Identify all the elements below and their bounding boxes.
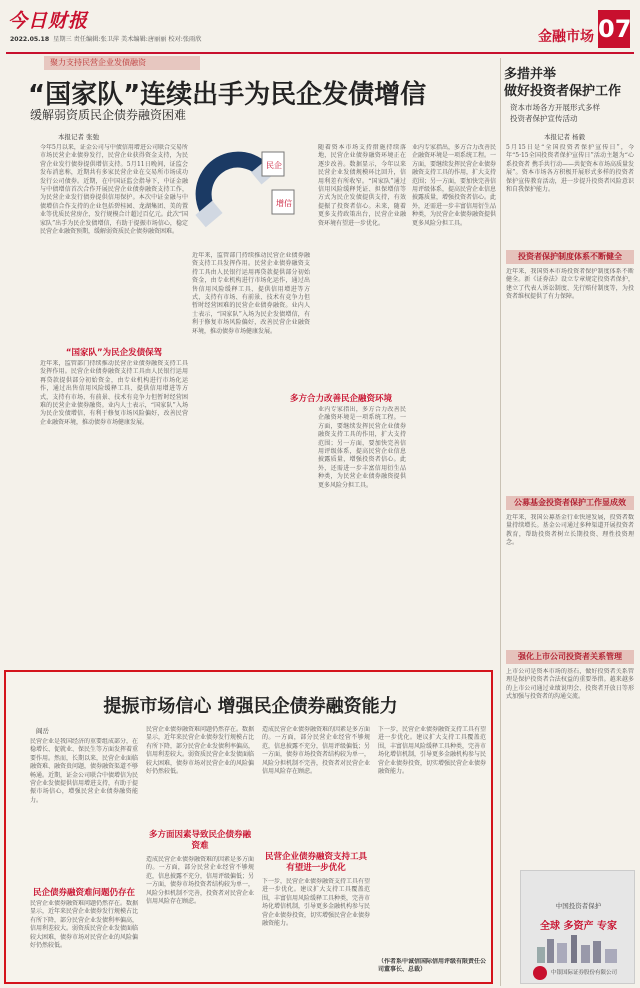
- right-bar-2: 公募基金投资者保护工作显成效: [506, 496, 634, 510]
- boxed-subhead-1: 民企债券融资难问题仍存在: [32, 888, 135, 898]
- right-headline: [504, 66, 621, 100]
- skyline-icon: [531, 933, 626, 963]
- main-headline: “国家队”连续出手为民企发债增信: [28, 80, 427, 110]
- illus-label-2: 增信: [276, 199, 292, 208]
- ad-small-text: 中国投资者保护: [555, 902, 602, 910]
- advertisement: [520, 870, 635, 984]
- boxed-subhead-2: 多方面因素导致民企债券融资难: [148, 830, 251, 851]
- issue-meta: [10, 34, 201, 43]
- boxed-subhead-3: 民营企业债券融资支持工具有望进一步优化: [264, 852, 367, 873]
- right-text-1: 5月15日是“全国投资者保护宣传日”，今年“5·15全国投资者保护宣传日”活动主题为“心系投资者 携手共行动——共促资本市场高质量发展”。资本市场各方积极开展形式多样的投资者保护宣传教育活动，进一步提升投资者风险意识和自我保护能力。: [506, 144, 634, 194]
- boxed-byline: 阎岳: [36, 727, 49, 735]
- main-subhead: 缓解弱资质民企债券融资困难: [30, 108, 187, 122]
- right-text-2: 近年来，我国资本市场投资者保护制度体系不断健全。新《证券法》设立专章规定投资者保护，建立了代表人诉讼制度、先行赔付制度等，为投资者维权提供了有力保障。: [506, 268, 634, 301]
- main-byline: 本报记者 张弛: [58, 133, 100, 141]
- section-name: 金融市场: [538, 29, 594, 45]
- editor-credits: 星期三 责任编辑:张卫萍 美术编辑:唐丽丽 校对:张雨欣: [53, 36, 202, 43]
- right-text-3: 近年来，我国公募基金行业快速发展，投资者数量持续增长。基金公司通过多种渠道开展投资者教育，帮助投资者树立长期投资、理性投资理念。: [506, 514, 634, 547]
- main-col1b-text: 近年来，监管部门持续推动民营企业债券融资支持工具发挥作用。民营企业债券融资支持工具由人民银行运用再贷款提供部分初始资金，由专业机构进行市场化运作，通过出售信用风险缓释工具、提供信用增进等方式，支持有市场、有前景、技术有竞争力但暂时经营困难的民营企业债券融资。业内人士表示，“国家队”入场为民企发债增信，有利于修复市场风险偏好，改善民营企业融资环境，推动债券市场健康发展。: [40, 360, 188, 426]
- newspaper-logo: 今日财报: [8, 10, 89, 32]
- top-banner: 聚力支持民营企业发债融资: [44, 56, 200, 70]
- boxed-col3-text: 造成民营企业债券融资难的因素是多方面的。一方面，部分民营企业经营不够规范，信息披露不充分，信用评级偏低；另一方面，债券市场投资者结构较为单一，风险分担机制不完善，投资者对民营企业信用风险存在顾虑。: [262, 726, 370, 776]
- right-subhead-line1: 资本市场各方开展形式多样: [510, 103, 600, 112]
- boxed-article: [4, 670, 493, 984]
- page-number: 07: [598, 10, 630, 48]
- main-subhead-3: 多方合力改善民企融资环境: [289, 394, 392, 404]
- illus-label-1: 民企: [266, 161, 282, 170]
- right-text-4: 上市公司是资本市场的基石，做好投资者关系管理是保护投资者合法权益的重要举措。越来越多的上市公司通过业绩说明会、投资者开放日等形式加强与投资者的沟通交流。: [506, 668, 634, 701]
- right-byline: 本报记者 杨毅: [544, 133, 586, 141]
- boxed-col4-text: 下一步，民营企业债券融资支持工具有望进一步优化。建议扩大支持工具覆盖范围，丰富信用风险缓释工具种类，完善市场化增信机制，引导更多金融机构参与民营企业债券投资，切实增强民营企业债券融资能力。: [378, 726, 486, 776]
- main-col3b-text: 业内专家指出，多方合力改善民企融资环境是一项系统工程。一方面，要继续发挥民营企业债券融资支持工具的作用，扩大支持范围；另一方面，要加快完善信用评级体系，提高民营企业信息披露质量，增强投资者信心。此外，还需进一步丰富信用衍生品种类，为民营企业债券融资提供更多风险分担工具。: [318, 406, 406, 489]
- right-bar-3: 强化上市公司投资者关系管理: [506, 650, 634, 664]
- masthead: [6, 4, 634, 52]
- boxed-col2-text: 民营企业债券融资难问题仍然存在。数据显示，近年来民营企业债券发行规模占比有所下降，部分民营企业发债利率偏高，信用利差较大。弱资质民营企业发债面临较大困难，债券市场对民营企业的风险偏好仍然较低。: [146, 726, 254, 776]
- boxed-headline: 提振市场信心 增强民企债券融资能力: [103, 696, 398, 717]
- magnet-illustration: [190, 144, 300, 248]
- header-rule: [6, 52, 634, 54]
- right-headline-line2: 做好投资者保护工作: [504, 84, 622, 99]
- main-col1-text: 今年5月以来，证金公司与中债信用增进公司联合交易所市场民营企业债券发行，民营企业获得资金支持，为民营企业发行债券提供增信支持。5月11日晚间，证监会发布消息称，近期共有多家民营企业在交易所市场成功发行公司债券。近期，在中国证监会指导下，中证金融与中债增信首次合作开展民营企业债券融资支持工作，为民营企业发行债券提供信用保护。本次中证金融与中债增信合作支持的企业包括碧桂园、龙湖集团、美的置业等优质民营房企，发行规模合计超过百亿元。此次“国家队”出手为民企发债增信，有助于提振市场信心，稳定民营企业融资预期，缓解弱资质民企债券融资困难。: [40, 144, 188, 236]
- right-subhead: [510, 102, 600, 124]
- boxed-col2b-text: 造成民营企业债券融资难的因素是多方面的。一方面，部分民营企业经营不够规范，信息披露不充分，信用评级偏低；另一方面，债券市场投资者结构较为单一，风险分担机制不完善，投资者对民营企业信用风险存在顾虑。: [146, 856, 254, 906]
- ad-footer: 中银国际证券股份有限公司: [551, 970, 618, 976]
- main-col4-text: 业内专家指出，多方合力改善民企融资环境是一项系统工程。一方面，要继续发挥民营企业债券融资支持工具的作用，扩大支持范围；另一方面，要加快完善信用评级体系，提高民营企业信息披露质量，增强投资者信心。此外，还需进一步丰富信用衍生品种类，为民营企业债券融资提供更多风险分担工具。: [412, 144, 496, 227]
- ad-title: 全球 多资产 专家: [540, 921, 617, 932]
- boxed-footnote: （作者系中诚信国际信用评级有限责任公司董事长、总裁）: [378, 958, 486, 974]
- boxed-col1b-text: 民营企业债券融资难问题仍然存在。数据显示，近年来民营企业债券发行规模占比有所下降，部分民营企业发债利率偏高，信用利差较大。弱资质民营企业发债面临较大困难，债券市场对民营企业的风险偏好仍然较低。: [30, 900, 138, 950]
- bank-logo-icon: [533, 966, 547, 980]
- main-col2-text: 近年来，监管部门持续推动民营企业债券融资支持工具发挥作用。民营企业债券融资支持工具由人民银行运用再贷款提供部分初始资金，由专业机构进行市场化运作，通过出售信用风险缓释工具、提供信用增进等方式，支持有市场、有前景、技术有竞争力但暂时经营困难的民营企业债券融资。业内人士表示，“国家队”入场为民企发债增信，有利于修复市场风险偏好，改善民营企业融资环境，推动债券市场健康发展。: [192, 252, 310, 335]
- right-headline-line1: 多措并举: [504, 67, 557, 82]
- issue-date: 2022.05.18: [10, 36, 50, 43]
- boxed-col1-text: 民营企业是我国经济的重要组成部分，在稳增长、促就业、保民生等方面发挥着重要作用。然而，长期以来，民营企业面临融资难、融资贵问题，债券融资渠道不够畅通。近期，证金公司联合中债增信为民营企业发债提供信用增进支持，有助于提振市场信心，增强民营企业债券融资能力。: [30, 738, 138, 804]
- column-divider: [500, 58, 501, 986]
- right-bar-1: 投资者保护制度体系不断健全: [506, 250, 634, 264]
- main-col3-text: 随着资本市场支持措施持续落地，民营企业债券融资环境正在逐步改善。数据显示，今年以来民营企业发债规模环比回升，信用利差有所收窄。“国家队”通过信用风险缓释凭证、担保增信等方式为民企发债提供支持，有效提振了投资者信心。未来，随着更多支持政策出台，民营企业融资环境有望进一步优化。: [318, 144, 406, 227]
- right-subhead-line2: 投资者保护宣传活动: [510, 114, 578, 123]
- boxed-col3b-text: 下一步，民营企业债券融资支持工具有望进一步优化。建议扩大支持工具覆盖范围，丰富信用风险缓释工具种类，完善市场化增信机制，引导更多金融机构参与民营企业债券投资，切实增强民营企业债券融资能力。: [262, 878, 370, 928]
- main-subhead-2: “国家队”为民企发债保驾: [65, 348, 163, 358]
